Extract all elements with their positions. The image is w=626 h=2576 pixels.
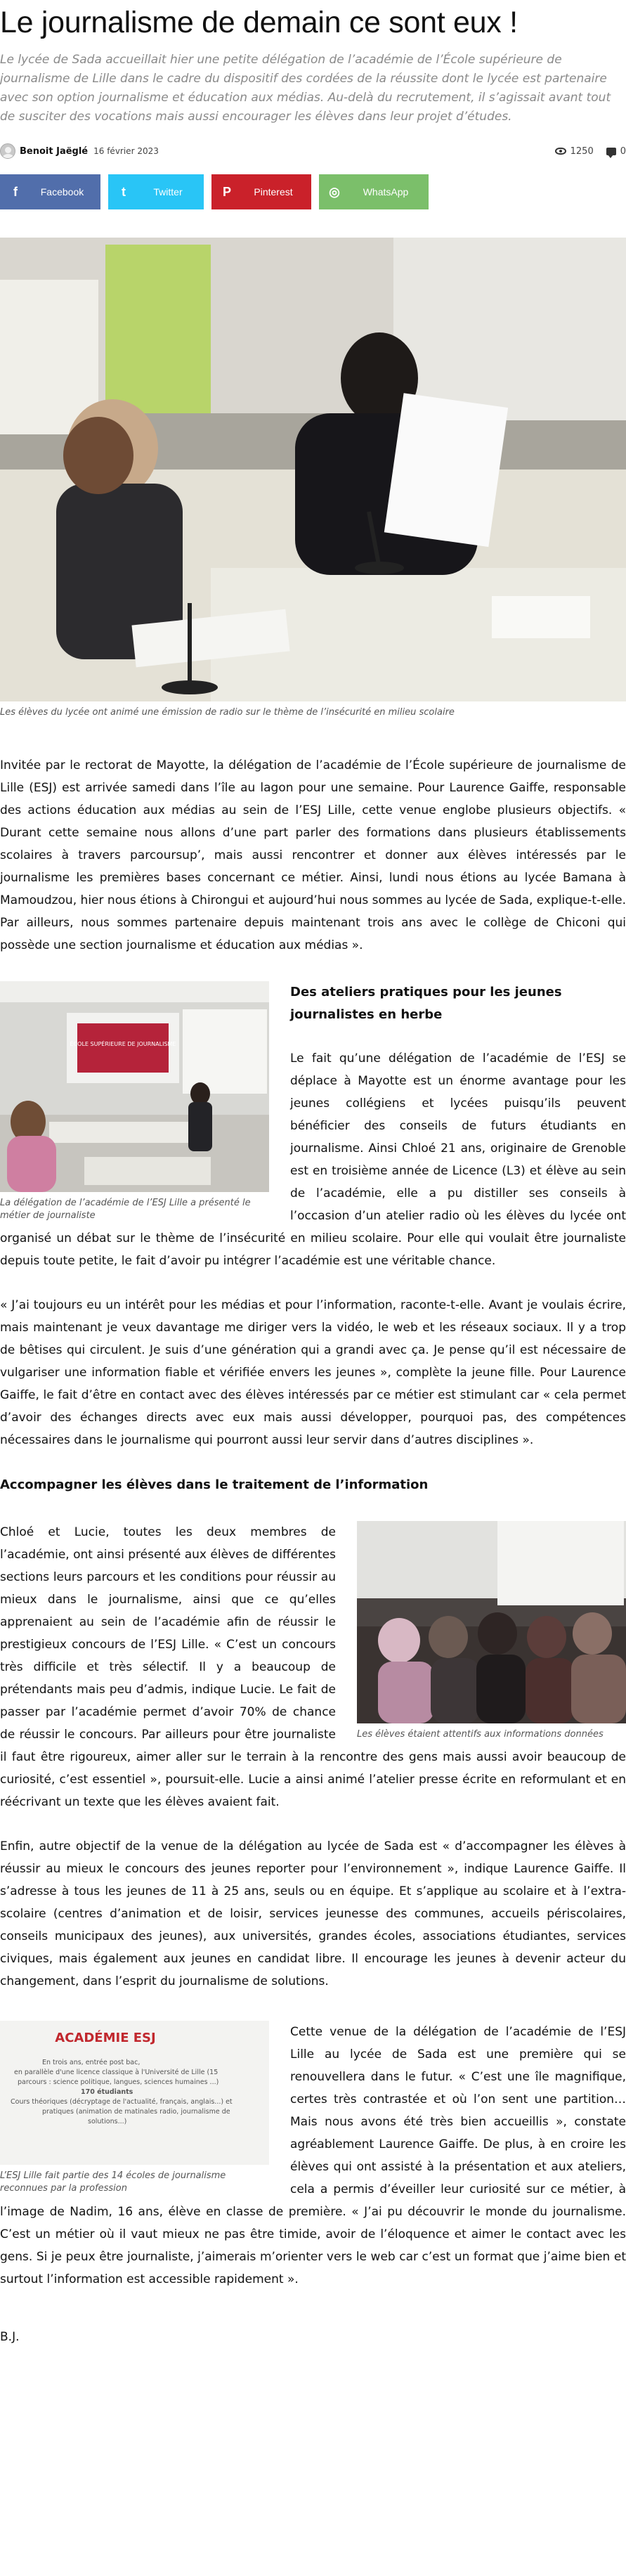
figure-eleves-photo[interactable] [357,1521,626,1723]
figure-delegation-screen-text: ÉCOLE SUPÉRIEURE DE JOURNALISME [70,1041,176,1047]
share-bar [0,174,626,209]
figure-academie-caption: L’ESJ Lille fait partie des 14 écoles de journalisme reconnues par la profession [0,2170,226,2194]
figure-academie-line-5: Cours théoriques (décryptage de l'actualité, français, anglais...) et [11,2098,233,2106]
figure-academie-line-2: en parallèle d'une licence classique à l'Université de Lille (15 [14,2069,219,2076]
figure-academie-title: ACADÉMIE ESJ [55,2031,156,2045]
figure-academie-illustration [0,2021,269,2165]
article-meta [0,142,626,160]
comments-count: 0 [620,145,626,157]
comments-stat[interactable] [606,146,626,157]
eye-icon [555,148,566,155]
comment-icon [606,148,616,155]
article-stats [555,146,626,157]
hero-photo-illustration [0,238,626,701]
figure-eleves [357,1521,626,1741]
views-count: 1250 [570,145,594,157]
figure-delegation [0,981,269,1222]
paragraph-enfin: Enfin, autre objectif de la venue de la délégation au lycée de Sada est « d’accompagner les élèves à réussir au mieux le concours des jeunes reporter pour l’environnement », indique Laurence Gaiffe. Il s’adresse à tous les jeunes de 11 à 25 ans, seuls ou en équipe. Et s’applique au scolaire et à l’extra-scolaire (centres d’animation et de loisir, services jeunesse des communes, accueils périscolaires, conseils municipaux des jeunes), aux universités, grandes écoles, associations étudiantes, services civiques, mais également aux jeunes en candidat libre. Il encourage les jeunes à devenir acteur du changement, dans l’esprit du journalisme de solutions. [0,1839,626,1988]
figure-delegation-illustration [0,981,269,1192]
paragraph-premiere: Cette venue de la délégation de l’académie de l’ESJ Lille au lycée de Sada est une première qui se renouvellera dans le futur. « C’est une île magnifique, certes très contrastée et où l’on sent une partition… Mais nous avons été très bien accueillis », constate agréablement Laurence Gaiffe. De plus, à en croire les élèves qui ont assisté à la présentation et aux ateliers, cela a permis d’éveiller leur curiosité sur ce métier, à l’image de Nadim, 16 ans, élève en classe de première. « J’ai pu découvrir le monde du journalisme. C’est un métier où il vaut mieux ne pas être timide, avoir de l’éloquence et aimer le contact avec les gens. Si je peux être journaliste, j’aimerais m’orienter vers le web car c’est un format que j’aime bien et surtout l’information est accessible rapidement ». [0,2025,626,2286]
figure-delegation-caption: La délégation de l’académie de l’ESJ Lille a présenté le métier de journaliste [0,1198,251,1221]
figure-academie-line-4: 170 étudiants [81,2088,133,2096]
share-pinterest-label: Pinterest [254,186,293,198]
views-stat [555,146,594,157]
share-twitter-button[interactable] [108,174,204,209]
paragraph-chloe: Le fait qu’une délégation de l’académie de l’ESJ se déplace à Mayotte est un énorme avantage pour les jeunes collégiens et lycées puisqu’ils peuvent bénéficier des conseils de futurs étudiants en journalisme. Ainsi Chloé 21 ans, originaire de Grenoble est en troisième année de Licence (L3) et élève au sein de l’académie, elle a pu distiller ses conseils à l’occasion d’un atelier radio où les élèves du lycée ont organisé un débat sur le thème de l’insécurité en milieu scolaire. Pour elle qui voulait être journaliste depuis toute petite, le fait d’avoir pu intégrer l’académie est une véritable chance. [0,1051,626,1268]
figure-eleves-illustration [357,1521,626,1723]
pinterest-icon: P [222,184,231,199]
figure-academie-line-3: parcours : science politique, langues, sciences humaines ...) [18,2078,219,2086]
article-signature: B.J. [0,2330,20,2344]
section-ateliers [0,981,626,1272]
hero-caption: Les élèves du lycée ont animé une émission de radio sur le thème de l’insécurité en milieu scolaire [0,707,455,718]
share-whatsapp-button[interactable] [319,174,429,209]
share-twitter-label: Twitter [153,186,183,198]
paragraph-interet: « J’ai toujours eu un intérêt pour les médias et pour l’information, raconte-t-elle. Avant je voulais écrire, mais maintenant je veux davantage me diriger vers la vidéo, le web et les réseaux sociaux. Il y a trop de bêtises qui circulent. Je suis d’une génération qui a grandi avec ça. Je pense qu’il est nécessaire de vulgariser une information fiable et vérifiée envers les jeunes », complète la jeune fille. Pour Laurence Gaiffe, le fait d’être en contact avec des élèves intéressés par ce métier est stimulant car « cela permet d’avoir des échanges directs avec eux mais aussi développer, pourquoi pas, des compétences nécessaires dans le journalisme qui pourront aussi leur servir dans d’autres disciplines ». [0,1298,626,1447]
article-date: 16 février 2023 [93,146,159,156]
twitter-icon: t [122,184,126,199]
figure-academie [0,2021,269,2195]
figure-academie-image[interactable] [0,2021,269,2165]
share-facebook-label: Facebook [40,186,84,198]
hero-photo[interactable] [0,238,626,701]
figure-eleves-caption: Les élèves étaient attentifs aux informations données [357,1729,604,1740]
whatsapp-icon: ◎ [329,184,340,199]
paragraph-intro: Invitée par le rectorat de Mayotte, la délégation de l’académie de l’École supérieure de journalisme de Lille (ESJ) est arrivée samedi dans l’île au lagon pour une semaine. Pour Laurence Gaiffe, responsable des actions éducation aux médias au sein de l’ESJ Lille, cette venue englobe plusieurs objectifs. « Durant cette semaine nous allons d’une part parler des formations dans plusieurs établissements scolaires à travers parcoursup’, mais aussi rencontrer et donner aux élèves intéressés par le journalisme les premières bases concernant ce métier. Ainsi, lundi nous étions au lycée Bamana à Mamoudzou, hier nous étions à Chirongui et aujourd’hui nous sommes au lycée de Sada, explique-t-elle. Par ailleurs, nous sommes partenaire depuis maintenant trois ans avec le collège de Chiconi qui possède une section journalisme et éducation aux médias ». [0,758,626,952]
section-conclusion [0,2021,626,2291]
author-link[interactable]: Benoit Jaëglé [20,145,89,157]
figure-academie-line-6: pratiques (animation de matinales radio, journalisme de [42,2108,230,2116]
figure-academie-line-1: En trois ans, entrée post bac, [42,2059,141,2066]
heading-ateliers: Des ateliers pratiques pour les jeunes journalistes en herbe [290,985,562,1022]
section-accompagner [0,1521,626,1813]
share-pinterest-button[interactable] [211,174,311,209]
figure-academie-line-7: solutions...) [88,2118,127,2125]
share-facebook-button[interactable] [0,174,100,209]
article-lead: Le lycée de Sada accueillait hier une petite délégation de l’académie de l’École supérieure de journalisme de Lille dans le cadre du dispositif des cordées de la réussite dont le lycée est partenaire avec son option journalisme et éducation aux médias. Au-delà du recrutement, il s’agissait avant tout de susciter des vocations mais aussi encourager les élèves dans leur projet d’études. [0,53,611,124]
paragraph-chloe-lucie: Chloé et Lucie, toutes les deux membres de l’académie, ont ainsi présenté aux élèves de différentes sections leurs parcours et les conditions pour réussir au mieux dans le journalisme, ainsi que ce qu’elles apprenaient au sein de l’académie afin de réussir le prestigieux concours de l’ESJ Lille. « C’est un concours très difficile et très sélectif. Il y a beaucoup de prétendants mais peu d’admis, indique Lucie. Le fait de passer par l’académie permet d’avoir 70% de chance de réussir le concours. Par ailleurs pour être journaliste il faut être rigoureux, aimer aller sur le terrain à la rencontre des gens mais aussi avoir beaucoup de curiosité, c’est essentiel », poursuit-elle. Lucie a ainsi animé l’atelier presse écrite en reformulant et en réécrivant un texte que les élèves avaient fait. [0,1525,626,1809]
share-whatsapp-label: WhatsApp [363,186,409,198]
heading-accompagner: Accompagner les élèves dans le traitement de l’information [0,1477,429,1492]
facebook-icon: f [13,184,18,199]
author-avatar [0,143,15,159]
article-title: Le journalisme de demain ce sont eux ! [0,6,518,39]
figure-delegation-photo[interactable] [0,981,269,1192]
